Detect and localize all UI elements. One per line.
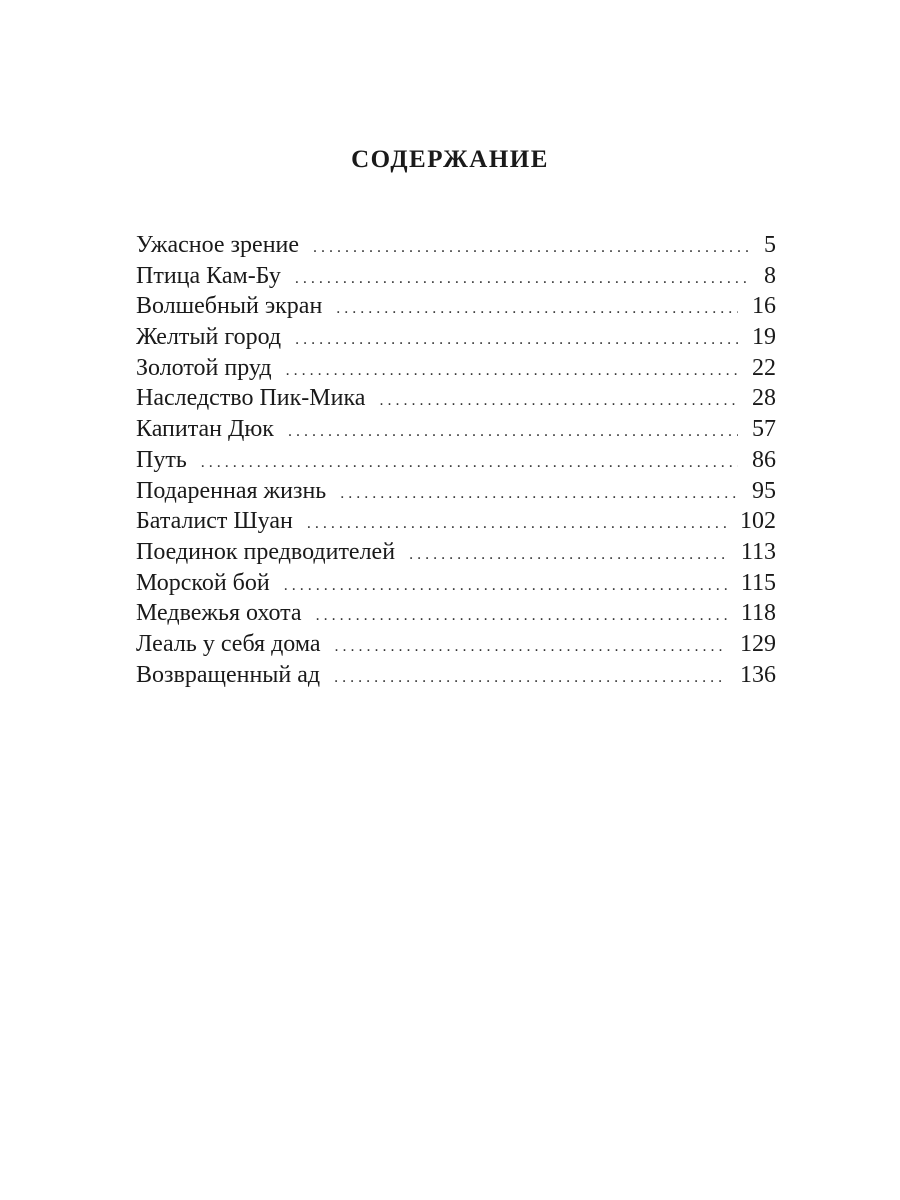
toc-entry xyxy=(136,568,776,599)
toc-entry xyxy=(136,414,776,445)
toc-dot-leader xyxy=(340,479,738,509)
toc-dot-leader xyxy=(284,571,727,601)
toc-entry xyxy=(136,506,776,537)
toc-entry-title: Наследство Пик-Мика xyxy=(136,385,366,412)
toc-dot-leader xyxy=(313,233,750,263)
toc-entry xyxy=(136,230,776,261)
toc-dot-leader xyxy=(295,264,750,294)
toc-entry-title: Волшебный экран xyxy=(136,293,323,320)
toc-entry-title: Птица Кам-Бу xyxy=(136,262,281,289)
toc-dot-leader xyxy=(286,356,738,386)
toc-entry-page: 5 xyxy=(764,232,776,258)
toc-entry-page: 8 xyxy=(764,262,776,289)
toc-dot-leader xyxy=(307,509,726,539)
toc-entry xyxy=(136,476,776,507)
toc-entry-title: Морской бой xyxy=(136,569,270,596)
toc-entry-page: 113 xyxy=(740,538,776,565)
toc-entry xyxy=(136,322,776,353)
toc-dot-leader xyxy=(335,632,726,662)
toc-entry xyxy=(136,629,776,660)
toc-entry-title: Ужасное зрение xyxy=(136,232,300,258)
toc-entry xyxy=(136,598,776,629)
toc-dot-leader xyxy=(334,663,726,693)
toc-entry-page: 95 xyxy=(752,477,776,504)
toc-entry xyxy=(136,261,776,292)
toc-dot-leader xyxy=(201,448,738,478)
page-title: СОДЕРЖАНИЕ xyxy=(351,146,549,173)
toc-entry-page: 115 xyxy=(740,569,776,596)
toc-entry-page: 102 xyxy=(740,508,776,535)
toc-dot-leader xyxy=(336,294,738,324)
table-of-contents xyxy=(136,230,776,690)
toc-entry-title: Капитан Дюк xyxy=(136,416,274,443)
toc-entry-page: 57 xyxy=(752,416,776,443)
toc-dot-leader xyxy=(316,601,727,631)
toc-entry-page: 16 xyxy=(752,293,776,320)
toc-entry-page: 129 xyxy=(740,630,776,657)
toc-entry-page: 136 xyxy=(740,661,776,688)
toc-entry-title: Возвращенный ад xyxy=(136,661,321,688)
toc-entry-title: Баталист Шуан xyxy=(136,508,293,535)
toc-entry-title: Медвежья охота xyxy=(136,600,302,627)
toc-dot-leader xyxy=(409,540,727,570)
toc-entry-title: Желтый город xyxy=(136,324,282,351)
toc-entry xyxy=(136,383,776,414)
toc-entry-title: Подаренная жизнь xyxy=(136,477,327,504)
toc-entry xyxy=(136,660,776,691)
toc-entry-page: 19 xyxy=(752,324,776,351)
toc-entry-title: Поединок предводителей xyxy=(136,538,396,565)
toc-entry-title: Золотой пруд xyxy=(136,354,272,381)
toc-entry-page: 86 xyxy=(752,446,776,473)
toc-entry-page: 22 xyxy=(752,354,776,381)
toc-entry-page: 118 xyxy=(740,600,776,627)
toc-entry xyxy=(136,291,776,322)
toc-entry xyxy=(136,353,776,384)
toc-entry xyxy=(136,445,776,476)
toc-entry xyxy=(136,537,776,568)
toc-entry-title: Леаль у себя дома xyxy=(136,630,321,657)
toc-entry-page: 28 xyxy=(752,385,776,412)
toc-entry-title: Путь xyxy=(136,446,187,473)
toc-dot-leader xyxy=(288,417,738,447)
toc-dot-leader xyxy=(379,386,738,416)
toc-dot-leader xyxy=(295,325,738,355)
